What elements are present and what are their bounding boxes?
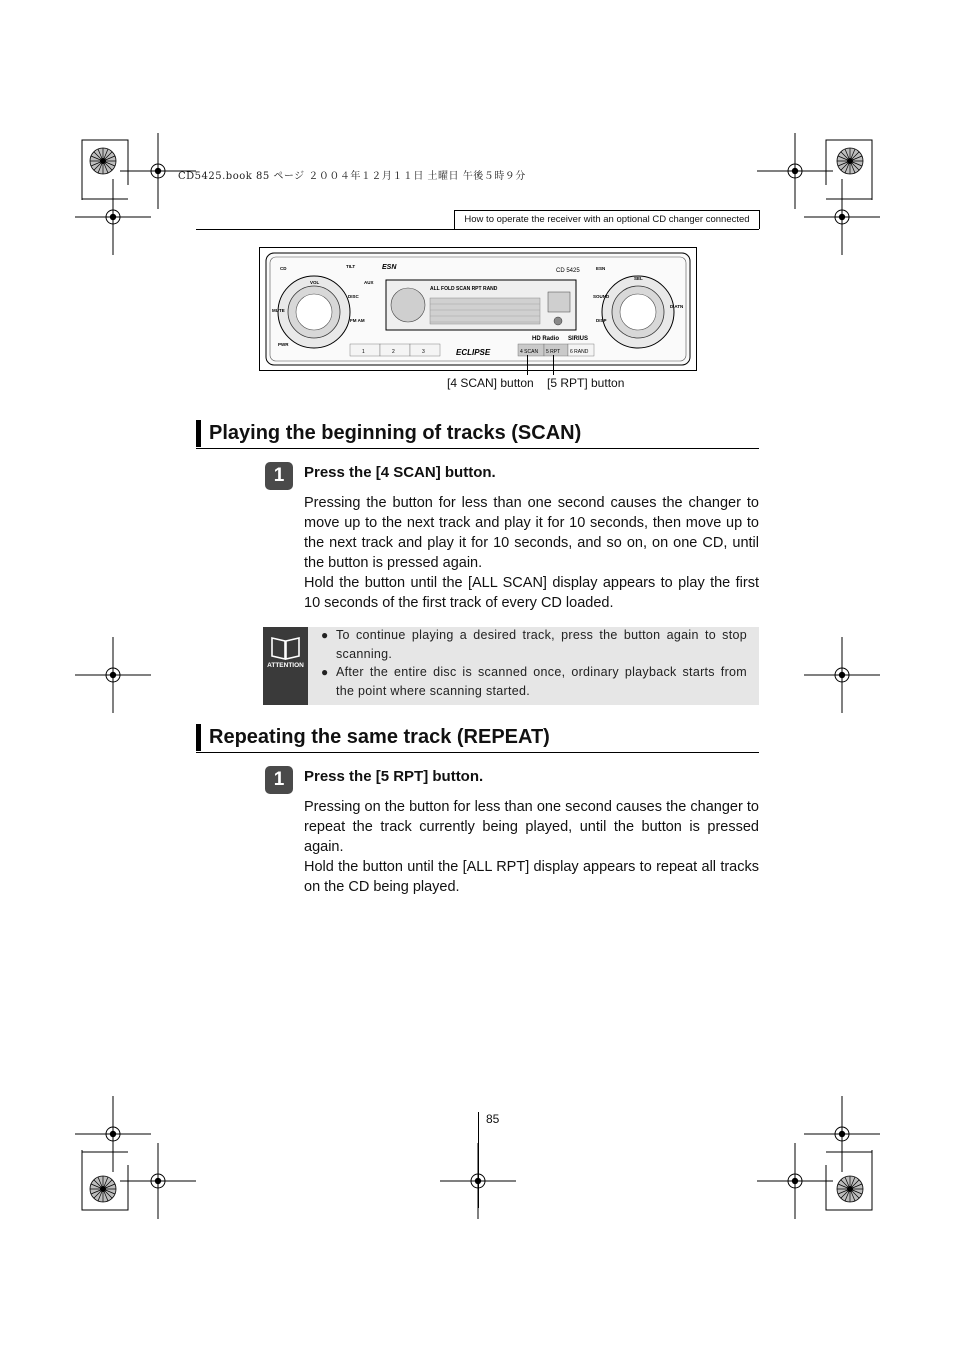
svg-text:SOUND: SOUND	[593, 294, 610, 299]
svg-text:4 SCAN: 4 SCAN	[520, 349, 539, 355]
attention-item-text: After the entire disc is scanned once, ordinary playback starts from the point where scanning started.	[336, 665, 747, 698]
page-number-rule	[478, 1112, 479, 1208]
svg-text:ESN: ESN	[596, 266, 606, 271]
svg-text:TILT: TILT	[346, 264, 356, 269]
print-header: CD5425.book 85 ページ ２００４年１２月１１日 土曜日 午後５時９分	[178, 171, 526, 182]
head-unit-drawing	[260, 248, 696, 370]
page-number: 85	[486, 1112, 500, 1126]
svg-text:FM AM: FM AM	[350, 318, 365, 323]
svg-text:1: 1	[362, 349, 365, 355]
scan-body	[304, 493, 759, 613]
model-label: CD 5425	[556, 268, 580, 274]
svg-text:3: 3	[422, 349, 425, 355]
eclipse-logo: ECLIPSE	[456, 348, 491, 357]
attention-label: ATTENTION	[267, 662, 304, 669]
svg-text:AUX: AUX	[364, 280, 374, 285]
rpt-callout-line	[553, 355, 554, 375]
repeat-body	[304, 797, 759, 897]
scan-paragraph-2: Hold the button until the [ALL SCAN] display appears to play the first 10 seconds of the first track of every CD loaded.	[304, 575, 759, 611]
device-illustration	[259, 247, 697, 371]
attention-icon-panel	[263, 627, 308, 705]
running-head-rule	[196, 229, 759, 230]
attention-item-text: To continue playing a desired track, press the button again to stop scanning.	[336, 628, 747, 661]
hd-radio-badge: HD Radio	[532, 336, 559, 342]
scan-step-title: Press the [4 SCAN] button.	[304, 464, 496, 481]
svg-text:DISP: DISP	[596, 318, 607, 323]
svg-text:DISC: DISC	[348, 294, 359, 299]
heading-bar	[196, 420, 201, 447]
running-head: How to operate the receiver with an optional CD changer connected	[454, 210, 760, 229]
scan-callout-line	[527, 355, 528, 375]
svg-text:2: 2	[392, 349, 395, 355]
svg-text:CD: CD	[280, 266, 287, 271]
svg-text:VOL: VOL	[310, 280, 320, 285]
attention-box	[263, 627, 759, 705]
svg-text:6 RAND: 6 RAND	[570, 349, 589, 355]
repeat-step-title: Press the [5 RPT] button.	[304, 768, 484, 785]
book-icon	[263, 627, 308, 667]
scan-button-callout: [4 SCAN] button	[447, 376, 534, 390]
repeat-paragraph-2: Hold the button until the [ALL RPT] display appears to repeat all tracks on the CD being played.	[304, 859, 759, 895]
lcd-indicators: ALL FOLD SCAN RPT RAND	[430, 286, 498, 292]
scan-step-number: 1	[265, 462, 293, 490]
scan-paragraph-1: Pressing the button for less than one second causes the changer to move up to the next track and play it for 10 seconds, then move up to the next track and play it for 10 seconds, and so on, on one CD, until the button is pressed again.	[304, 495, 759, 571]
sirius-badge: SIRIUS	[568, 336, 589, 342]
heading-bar	[196, 724, 201, 751]
scan-heading-text: Playing the beginning of tracks (SCAN)	[209, 422, 582, 444]
repeat-paragraph-1: Pressing on the button for less than one second causes the changer to repeat the track currently being played, until the button is pressed again.	[304, 799, 759, 855]
bullet-icon: ●	[321, 665, 329, 679]
svg-text:SEL: SEL	[634, 276, 643, 281]
bullet-icon: ●	[321, 628, 329, 642]
attention-list	[321, 627, 747, 700]
svg-text:D ATN: D ATN	[670, 304, 684, 309]
scan-section-heading	[196, 420, 759, 449]
svg-text:PWR: PWR	[278, 342, 289, 347]
esn-logo: ESN	[382, 264, 397, 271]
repeat-heading-text: Repeating the same track (REPEAT)	[209, 726, 550, 748]
svg-text:MUTE: MUTE	[272, 308, 285, 313]
attention-item	[321, 663, 747, 700]
rpt-button-callout: [5 RPT] button	[547, 376, 625, 390]
repeat-step-number: 1	[265, 766, 293, 794]
repeat-section-heading	[196, 724, 759, 753]
svg-text:5 RPT: 5 RPT	[546, 349, 561, 355]
attention-item	[321, 626, 747, 663]
